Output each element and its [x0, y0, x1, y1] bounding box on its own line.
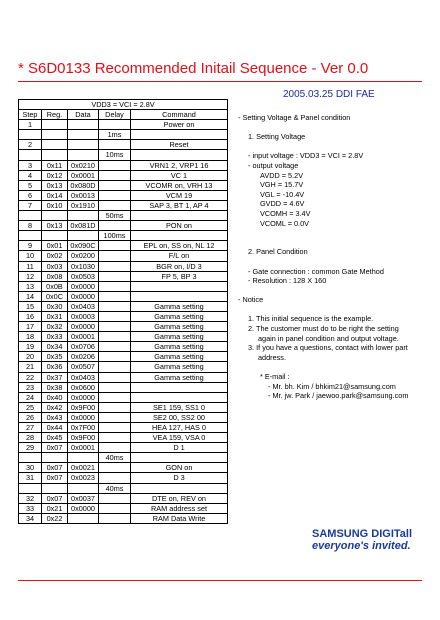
- cell-delay: [99, 463, 131, 473]
- table-row: [19, 170, 228, 180]
- cell-step: 25: [19, 402, 42, 412]
- cell-step: [19, 483, 42, 493]
- cell-data: 0x0706: [68, 342, 99, 352]
- cell-command: Reset: [131, 140, 228, 150]
- cell-command: Gamma setting: [131, 322, 228, 332]
- cell-step: 33: [19, 503, 42, 513]
- cell-data: 0x0206: [68, 352, 99, 362]
- cell-reg: 0x30: [42, 301, 68, 311]
- cell-data: 0x0013: [68, 190, 99, 200]
- cell-step: 31: [19, 473, 42, 483]
- note-line: - Mr. bh. Kim / bhkim21@samsung.com: [268, 381, 396, 391]
- table-row: [19, 443, 228, 453]
- cell-command: [131, 453, 228, 463]
- notes-panel: [238, 113, 408, 401]
- cell-step: 19: [19, 342, 42, 352]
- cell-delay: [99, 322, 131, 332]
- cell-command: EPL on, SS on, NL 12: [131, 241, 228, 251]
- table-row: [19, 352, 228, 362]
- cell-step: 17: [19, 322, 42, 332]
- cell-step: 29: [19, 443, 42, 453]
- cell-delay: [99, 503, 131, 513]
- note-line: [238, 123, 408, 133]
- cell-data: 0x0001: [68, 332, 99, 342]
- note-line: - Setting Voltage & Panel condition: [238, 113, 351, 122]
- cell-delay: [99, 372, 131, 382]
- table-row: [19, 433, 228, 443]
- cell-step: 22: [19, 372, 42, 382]
- table-row: [19, 493, 228, 503]
- table-row: [19, 301, 228, 311]
- cell-step: 26: [19, 412, 42, 422]
- cell-delay: 40ms: [99, 453, 131, 463]
- cell-command: Gamma setting: [131, 301, 228, 311]
- cell-delay: [99, 241, 131, 251]
- cell-step: [19, 453, 42, 463]
- cell-data: [68, 140, 99, 150]
- cell-reg: 0x35: [42, 352, 68, 362]
- cell-step: 4: [19, 170, 42, 180]
- note-line: [238, 238, 408, 248]
- cell-command: [131, 231, 228, 241]
- cell-data: [68, 211, 99, 221]
- cell-data: 0x0403: [68, 301, 99, 311]
- cell-step: 10: [19, 251, 42, 261]
- title-rule: [18, 81, 422, 82]
- cell-step: 34: [19, 513, 42, 523]
- cell-step: 9: [19, 241, 42, 251]
- cell-reg: 0x11: [42, 160, 68, 170]
- cell-data: 0x7F00: [68, 423, 99, 433]
- cell-command: [131, 150, 228, 160]
- cell-reg: 0x08: [42, 271, 68, 281]
- table-row: [19, 342, 228, 352]
- table-row: [19, 160, 228, 170]
- cell-delay: [99, 180, 131, 190]
- header-step: Step: [19, 110, 42, 120]
- table-row: [19, 453, 228, 463]
- table-row: [19, 140, 228, 150]
- cell-reg: [42, 130, 68, 140]
- cell-reg: [42, 231, 68, 241]
- cell-command: [131, 130, 228, 140]
- cell-step: 3: [19, 160, 42, 170]
- cell-data: 0x0600: [68, 382, 99, 392]
- cell-command: D 1: [131, 443, 228, 453]
- cell-step: 32: [19, 493, 42, 503]
- note-line: * E-mail :: [260, 372, 290, 382]
- cell-data: [68, 453, 99, 463]
- note-line: - Mr. jw. Park / jaewoo.park@samsung.com: [268, 391, 409, 401]
- note-line: VCOMH = 3.4V: [260, 208, 311, 218]
- cell-delay: [99, 160, 131, 170]
- cell-command: SE1 159, SS1 0: [131, 402, 228, 412]
- cell-command: F/L on: [131, 251, 228, 261]
- cell-command: SAP 3, BT 1, AP 4: [131, 200, 228, 210]
- cell-command: VEA 159, VSA 0: [131, 433, 228, 443]
- cell-reg: 0x43: [42, 412, 68, 422]
- table-row: [19, 423, 228, 433]
- cell-delay: 50ms: [99, 211, 131, 221]
- cell-delay: [99, 311, 131, 321]
- table-row: [19, 291, 228, 301]
- cell-command: Gamma setting: [131, 332, 228, 342]
- cell-step: 13: [19, 281, 42, 291]
- cell-reg: 0x03: [42, 261, 68, 271]
- cell-data: 0x080D: [68, 180, 99, 190]
- cell-reg: 0x07: [42, 493, 68, 503]
- note-line: - output voltage: [248, 160, 299, 170]
- table-row: [19, 190, 228, 200]
- table-caption: VDD3 = VCI = 2.8V: [19, 100, 228, 110]
- cell-delay: 10ms: [99, 150, 131, 160]
- cell-delay: 40ms: [99, 483, 131, 493]
- table-row: [19, 362, 228, 372]
- table-row: [19, 180, 228, 190]
- cell-data: 0x9F00: [68, 402, 99, 412]
- cell-step: [19, 130, 42, 140]
- cell-delay: [99, 443, 131, 453]
- cell-data: 0x0001: [68, 170, 99, 180]
- cell-data: 0x0021: [68, 463, 99, 473]
- cell-data: 0x0000: [68, 281, 99, 291]
- table-row: [19, 251, 228, 261]
- cell-step: 27: [19, 423, 42, 433]
- cell-data: 0x0200: [68, 251, 99, 261]
- cell-data: 0x1030: [68, 261, 99, 271]
- cell-data: 0x0403: [68, 372, 99, 382]
- cell-reg: 0x44: [42, 423, 68, 433]
- cell-data: 0x0001: [68, 443, 99, 453]
- cell-data: 0x0023: [68, 473, 99, 483]
- note-line: 2. The customer must do to be right the setting: [248, 324, 399, 334]
- cell-reg: [42, 453, 68, 463]
- cell-command: Gamma setting: [131, 362, 228, 372]
- table-row: [19, 211, 228, 221]
- cell-data: [68, 120, 99, 130]
- cell-data: 0x0000: [68, 392, 99, 402]
- cell-reg: 0x01: [42, 241, 68, 251]
- cell-data: [68, 483, 99, 493]
- cell-reg: 0x13: [42, 180, 68, 190]
- table-row: [19, 130, 228, 140]
- cell-data: 0x0037: [68, 493, 99, 503]
- table-row: [19, 322, 228, 332]
- cell-reg: 0x02: [42, 251, 68, 261]
- cell-command: VRN1 2, VRP1 16: [131, 160, 228, 170]
- cell-delay: [99, 473, 131, 483]
- cell-delay: [99, 301, 131, 311]
- cell-reg: 0x07: [42, 463, 68, 473]
- cell-step: 1: [19, 120, 42, 130]
- cell-data: 0x0000: [68, 503, 99, 513]
- cell-data: [68, 130, 99, 140]
- cell-reg: 0x13: [42, 221, 68, 231]
- cell-delay: [99, 291, 131, 301]
- cell-reg: 0x38: [42, 382, 68, 392]
- cell-step: 21: [19, 362, 42, 372]
- note-line: GVDD = 4.6V: [260, 199, 305, 209]
- table-header-row: [19, 110, 228, 120]
- cell-step: 24: [19, 392, 42, 402]
- cell-command: DTE on, REV on: [131, 493, 228, 503]
- table-row: [19, 311, 228, 321]
- cell-command: D 3: [131, 473, 228, 483]
- cell-reg: 0x32: [42, 322, 68, 332]
- cell-reg: 0x21: [42, 503, 68, 513]
- cell-data: [68, 150, 99, 160]
- cell-delay: [99, 281, 131, 291]
- note-line: [238, 142, 408, 152]
- table-row: [19, 513, 228, 523]
- note-line: [238, 257, 408, 267]
- header-data: Data: [68, 110, 99, 120]
- document-date: 2005.03.25 DDI FAE: [283, 89, 375, 100]
- table-row: [19, 271, 228, 281]
- cell-delay: [99, 402, 131, 412]
- cell-command: VC 1: [131, 170, 228, 180]
- cell-command: Gamma setting: [131, 311, 228, 321]
- cell-data: 0x0210: [68, 160, 99, 170]
- cell-step: 6: [19, 190, 42, 200]
- cell-data: 0x0003: [68, 311, 99, 321]
- note-line: 1. Setting Voltage: [248, 132, 306, 142]
- table-row: [19, 241, 228, 251]
- note-line: - input voltage : VDD3 = VCI = 2.8V: [248, 151, 364, 161]
- table-row: [19, 503, 228, 513]
- cell-command: Gamma setting: [131, 352, 228, 362]
- cell-command: HEA 127, HAS 0: [131, 423, 228, 433]
- cell-step: 5: [19, 180, 42, 190]
- cell-command: [131, 382, 228, 392]
- cell-delay: [99, 423, 131, 433]
- cell-data: 0x0503: [68, 271, 99, 281]
- cell-delay: 1ms: [99, 130, 131, 140]
- note-line: [238, 286, 408, 296]
- cell-data: 0x0000: [68, 322, 99, 332]
- cell-reg: 0x07: [42, 443, 68, 453]
- cell-step: 7: [19, 200, 42, 210]
- cell-delay: 100ms: [99, 231, 131, 241]
- cell-step: [19, 231, 42, 241]
- table-row: [19, 150, 228, 160]
- cell-data: 0x1910: [68, 200, 99, 210]
- cell-command: RAM Data Write: [131, 513, 228, 523]
- cell-reg: 0x36: [42, 362, 68, 372]
- cell-step: 11: [19, 261, 42, 271]
- cell-command: [131, 281, 228, 291]
- cell-command: RAM address set: [131, 503, 228, 513]
- cell-command: VCOMR on, VRH 13: [131, 180, 228, 190]
- cell-command: SE2 00, SS2 00: [131, 412, 228, 422]
- cell-step: 15: [19, 301, 42, 311]
- cell-reg: [42, 140, 68, 150]
- cell-data: 0x0507: [68, 362, 99, 372]
- cell-delay: [99, 170, 131, 180]
- table-row: [19, 412, 228, 422]
- cell-step: 16: [19, 311, 42, 321]
- cell-command: [131, 483, 228, 493]
- note-line: VGL = -10.4V: [260, 189, 305, 199]
- cell-step: 30: [19, 463, 42, 473]
- table-row: [19, 473, 228, 483]
- cell-delay: [99, 342, 131, 352]
- header-command: Command: [131, 110, 228, 120]
- table-row: [19, 402, 228, 412]
- header-delay: Delay: [99, 110, 131, 120]
- table-row: [19, 332, 228, 342]
- header-reg: Reg.: [42, 110, 68, 120]
- cell-command: Gamma setting: [131, 372, 228, 382]
- cell-step: [19, 211, 42, 221]
- table-row: [19, 392, 228, 402]
- table-row: [19, 120, 228, 130]
- cell-command: PON on: [131, 221, 228, 231]
- cell-delay: [99, 392, 131, 402]
- cell-delay: [99, 271, 131, 281]
- table-row: [19, 382, 228, 392]
- cell-delay: [99, 362, 131, 372]
- cell-command: BGR on, I/D 3: [131, 261, 228, 271]
- cell-delay: [99, 433, 131, 443]
- cell-delay: [99, 412, 131, 422]
- cell-delay: [99, 190, 131, 200]
- note-line: 2. Panel Condition: [248, 247, 308, 257]
- logo-line-2: everyone's invited.: [312, 540, 411, 552]
- cell-step: 20: [19, 352, 42, 362]
- cell-command: VCM 19: [131, 190, 228, 200]
- logo-line-1: SAMSUNG DIGITall: [312, 528, 413, 540]
- cell-delay: [99, 513, 131, 523]
- cell-reg: 0x34: [42, 342, 68, 352]
- cell-data: 0x090C: [68, 241, 99, 251]
- cell-data: [68, 513, 99, 523]
- cell-step: 8: [19, 221, 42, 231]
- cell-command: [131, 392, 228, 402]
- cell-command: Power on: [131, 120, 228, 130]
- cell-reg: 0x12: [42, 170, 68, 180]
- table-row: [19, 200, 228, 210]
- document-title: * S6D0133 Recommended Initail Sequence - Ver 0.0: [18, 60, 369, 77]
- cell-reg: [42, 120, 68, 130]
- cell-delay: [99, 200, 131, 210]
- cell-delay: [99, 251, 131, 261]
- note-line: [238, 228, 408, 238]
- cell-step: 14: [19, 291, 42, 301]
- table-caption-row: [19, 100, 228, 110]
- note-line: - Notice: [238, 295, 264, 305]
- cell-reg: 0x22: [42, 513, 68, 523]
- note-line: VCOML = 0.0V: [260, 218, 310, 228]
- note-line: - Resolution : 128 X 160: [248, 276, 327, 286]
- cell-delay: [99, 352, 131, 362]
- sequence-table: [18, 99, 228, 524]
- cell-reg: 0x07: [42, 473, 68, 483]
- cell-reg: 0x0C: [42, 291, 68, 301]
- cell-data: [68, 231, 99, 241]
- note-line: again in panel condition and output voltage.: [258, 333, 399, 343]
- table-row: [19, 281, 228, 291]
- table-row: [19, 221, 228, 231]
- cell-step: 12: [19, 271, 42, 281]
- cell-data: 0x081D: [68, 221, 99, 231]
- cell-delay: [99, 221, 131, 231]
- cell-reg: 0x31: [42, 311, 68, 321]
- cell-reg: 0x33: [42, 332, 68, 342]
- cell-reg: 0x42: [42, 402, 68, 412]
- cell-step: 23: [19, 382, 42, 392]
- cell-reg: 0x40: [42, 392, 68, 402]
- note-line: 3. If you have a questions, contact with lower part: [248, 343, 408, 353]
- cell-command: FP 5, BP 3: [131, 271, 228, 281]
- cell-step: 2: [19, 140, 42, 150]
- table-row: [19, 231, 228, 241]
- cell-step: 28: [19, 433, 42, 443]
- table-row: [19, 483, 228, 493]
- cell-delay: [99, 120, 131, 130]
- note-line: address.: [258, 352, 286, 362]
- note-line: VGH = 15.7V: [260, 180, 304, 190]
- note-line: [238, 305, 408, 315]
- cell-command: Gamma setting: [131, 342, 228, 352]
- cell-command: [131, 211, 228, 221]
- note-line: [238, 362, 408, 372]
- cell-step: [19, 150, 42, 160]
- table-row: [19, 463, 228, 473]
- cell-delay: [99, 382, 131, 392]
- cell-step: 18: [19, 332, 42, 342]
- cell-data: 0x0000: [68, 291, 99, 301]
- cell-reg: [42, 150, 68, 160]
- cell-reg: [42, 483, 68, 493]
- cell-data: 0x9F00: [68, 433, 99, 443]
- cell-command: GON on: [131, 463, 228, 473]
- cell-reg: 0x37: [42, 372, 68, 382]
- cell-reg: [42, 211, 68, 221]
- samsung-logo: [312, 528, 412, 552]
- cell-reg: 0x45: [42, 433, 68, 443]
- cell-reg: 0x0B: [42, 281, 68, 291]
- cell-data: 0x0000: [68, 412, 99, 422]
- cell-command: [131, 291, 228, 301]
- cell-delay: [99, 332, 131, 342]
- cell-reg: 0x14: [42, 190, 68, 200]
- footer-rule: [18, 580, 422, 581]
- cell-delay: [99, 140, 131, 150]
- note-line: AVDD = 5.2V: [260, 170, 304, 180]
- cell-reg: 0x10: [42, 200, 68, 210]
- table-row: [19, 372, 228, 382]
- note-line: - Gate connection : common Gate Method: [248, 266, 384, 276]
- table-row: [19, 261, 228, 271]
- cell-delay: [99, 493, 131, 503]
- note-line: 1. This initial sequence is the example.: [248, 314, 374, 324]
- cell-delay: [99, 261, 131, 271]
